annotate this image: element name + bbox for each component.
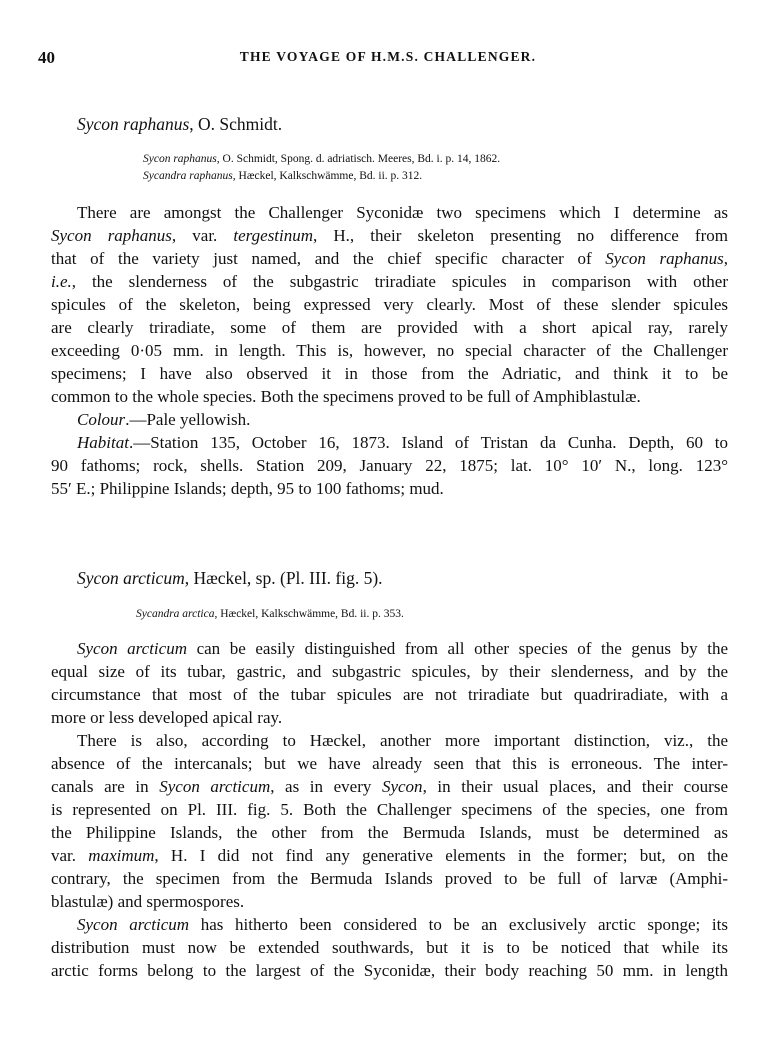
synonym-name: Sycandra arctica [136,608,215,620]
text-line: exceeding 0·05 mm. in length. This is, however, no special character of the Challenger [51,341,728,360]
synonym-reference: , Hæckel, Kalkschwämme, Bd. ii. p. 353. [214,608,404,620]
page-header [30,48,746,70]
synonym-reference: , O. Schmidt, Spong. d. adriatisch. Meeres, Bd. i. p. 14, 1862. [216,153,501,165]
text-line: arctic forms belong to the largest of the Syconidæ, their body reaching 50 mm. in length [51,961,728,980]
page-number: 40 [38,48,55,67]
synonym-reference: , Hæckel, Kalkschwämme, Bd. ii. p. 312. [232,170,423,182]
text-line: spicules of the skeleton, being expressed very clearly. Most of these slender spicules [51,295,728,314]
species-name: Sycon arcticum [77,568,185,588]
text-line: canals are in Sycon arcticum, as in every Sycon, in their usual places, and their course [51,777,728,796]
species-heading-sycon-raphanus [77,114,282,135]
text-line: There are amongst the Challenger Syconidæ two specimens which I determine as [77,203,728,222]
text-line: Sycon raphanus, var. tergestinum, H., their skeleton presenting no difference from [51,226,728,245]
synonymy-sycon-raphanus [143,151,500,185]
text-line: is represented on Pl. III. fig. 5. Both the Challenger specimens of the species, one from [51,800,728,819]
running-title: THE VOYAGE OF H.M.S. CHALLENGER. [239,49,537,64]
text-line: var. maximum, H. I did not find any generative elements in the former; but, on the [51,846,728,865]
text-line: 55′ E.; Philippine Islands; depth, 95 to 100 fathoms; mud. [51,479,444,498]
synonymy-sycon-arcticum [136,606,404,623]
synonym-line [136,606,404,623]
text-line: i.e., the slenderness of the subgastric triradiate spicules in comparison with other [51,272,728,291]
text-line: distribution must now be extended southwards, but it is to be noticed that while its [51,938,728,957]
text-line: 90 fathoms; rock, shells. Station 209, January 22, 1875; lat. 10° 10′ N., long. 123° [51,456,728,475]
colour-line: Colour.—Pale yellowish. [77,410,251,429]
text-line: Sycon arcticum has hitherto been considered to be an exclusively arctic sponge; its [77,915,728,934]
synonym-line [143,168,500,185]
text-line: specimens; I have also observed it in those from the Adriatic, and think it to be [51,364,728,383]
synonym-name: Sycandra raphanus [143,170,233,182]
species-author: , O. Schmidt. [189,114,283,134]
species-author: , Hæckel, sp. (Pl. III. fig. 5). [184,568,383,588]
text-line: There is also, according to Hæckel, another more important distinction, viz., the [77,731,728,750]
text-line: the Philippine Islands, the other from the Bermuda Islands, must be determined as [51,823,728,842]
text-line: are clearly triradiate, some of them are provided with a short apical ray, rarely [51,318,728,337]
sycon-raphanus-description [51,201,728,500]
sycon-arcticum-description [51,637,728,982]
text-line: more or less developed apical ray. [51,708,283,727]
synonym-line [143,151,500,168]
species-name: Sycon raphanus [77,114,190,134]
text-line: that of the variety just named, and the chief specific character of Sycon raphanus, [51,249,728,268]
species-heading-sycon-arcticum [77,568,383,589]
text-line: blastulæ) and spermospores. [51,892,245,911]
text-line: common to the whole species. Both the specimens proved to be full of Amphiblastulæ. [51,387,641,406]
text-line: absence of the intercanals; but we have already seen that this is erroneous. The inter- [51,754,728,773]
habitat-line: Habitat.—Station 135, October 16, 1873. Island of Tristan da Cunha. Depth, 60 to [77,433,728,452]
text-line: contrary, the specimen from the Bermuda Islands proved to be full of larvæ (Amphi- [51,869,728,888]
synonym-name: Sycon raphanus [143,153,217,165]
text-line: circumstance that most of the tubar spicules are not triradiate but quadriradiate, with a [51,685,728,704]
text-line: Sycon arcticum can be easily distinguished from all other species of the genus by the [77,639,728,658]
text-line: equal size of its tubar, gastric, and subgastric spicules, by their slenderness, and by the [51,662,728,681]
